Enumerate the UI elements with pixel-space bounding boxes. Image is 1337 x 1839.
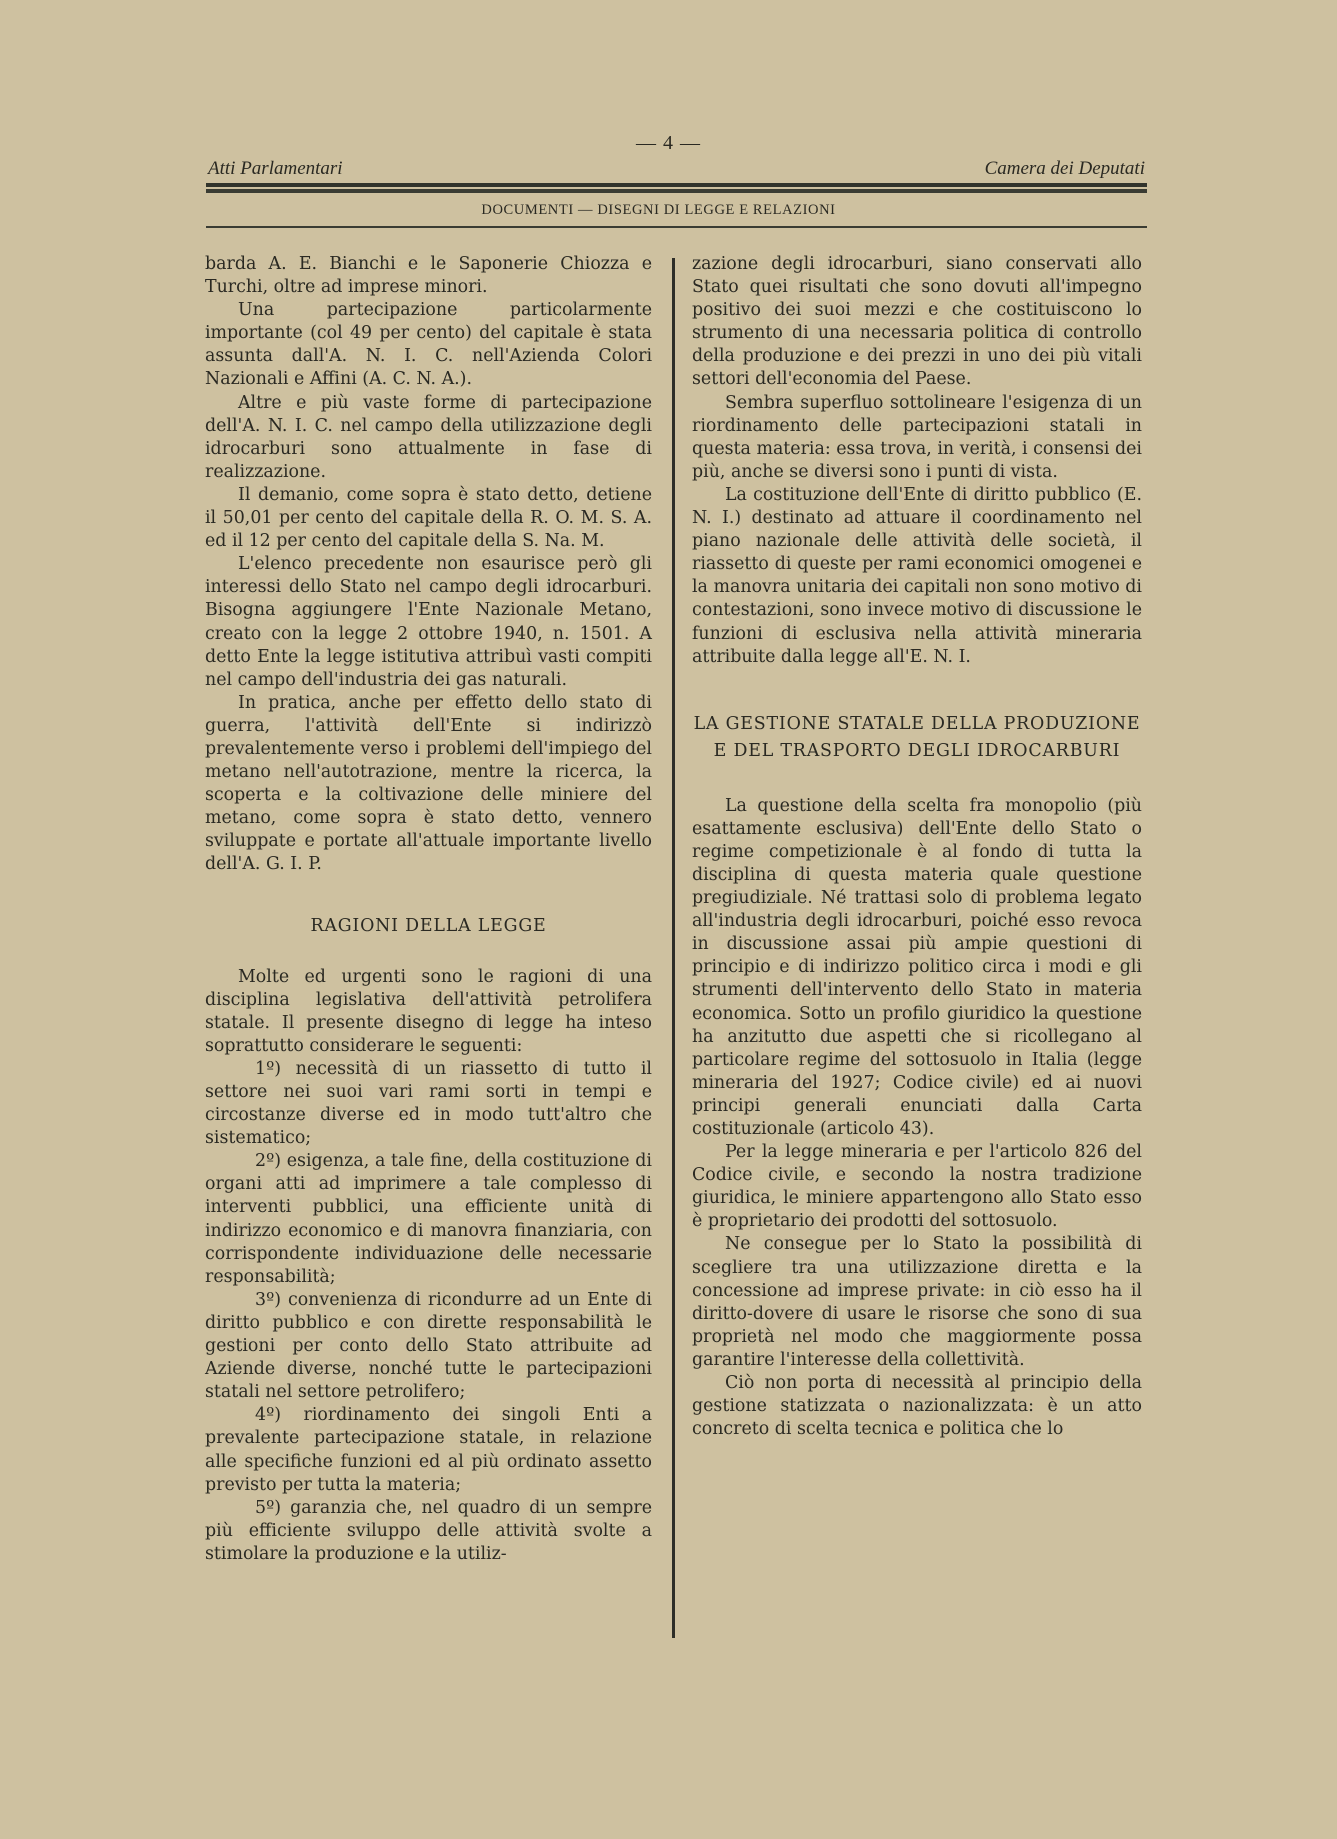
left-column-body-after (205, 966, 652, 1566)
paragraph: 5º) garanzia che, nel quadro di un sempre più efficiente sviluppo delle attività svolte a stimolare la produzione e la utiliz- (205, 1497, 652, 1564)
left-column-body (205, 253, 652, 877)
column-divider (672, 258, 675, 1638)
paragraph: Per la legge mineraria e per l'articolo 826 del Codice civile, e secondo la nostra tradizione giuridica, le miniere appartengono allo Stato esso è proprietario dei prodotti del sottosuolo. (692, 1142, 1142, 1232)
subheader-rule (206, 226, 1147, 228)
section-heading-ragioni: RAGIONI DELLA LEGGE (310, 915, 547, 936)
paragraph: Ne consegue per lo Stato la possibilità di scegliere tra una utilizzazione diretta e la concessione ad imprese private: in ciò esso ha il diritto-dovere di usare le risorse che sono di sua proprietà nel modo che maggiormente possa garantire l'interesse della collettività. (692, 1234, 1142, 1370)
right-column-body (692, 253, 1142, 669)
paragraph: Sembra superfluo sottolineare l'esigenza di un riordinamento delle partecipazioni statali in questa materia: essa trova, in verità, i consensi dei più, anche se diversi sono i punti di vista. (692, 392, 1142, 482)
header-double-rule (206, 183, 1147, 189)
paragraph: 1º) necessità di un riassetto di tutto il settore nei suoi vari rami sorti in tempi e circostanze diverse ed in modo tutt'altro che sistematico; (205, 1058, 652, 1149)
paragraph: Una partecipazione particolarmente importante (col 49 per cento) del capitale è stata assunta dall'A. N. I. C. nell'Azienda Colori Nazionali e Affini (A. C. N. A.). (205, 300, 652, 390)
paragraph: L'elenco precedente non esaurisce però gli interessi dello Stato nel campo degli idrocarburi. Bisogna aggiungere l'Ente Nazionale Metano, creato con la legge 2 ottobre 1940, n. 1501. A detto Ente la legge istitutiva attribuì vasti compiti nel campo dell'industria dei gas naturali. (205, 554, 652, 690)
left-column (205, 253, 652, 1566)
paragraph: Ciò non porta di necessità al principio della gestione statizzata o nazionalizzata: è un atto concreto di scelta tecnica e politica che lo (692, 1373, 1142, 1440)
paragraph: 4º) riordinamento dei singoli Enti a prevalente partecipazione statale, in relazione alle specifiche funzioni ed al più ordinato assetto previsto per tutta la materia; (205, 1405, 652, 1495)
page-number: — 4 — (636, 132, 701, 154)
right-column (692, 253, 1142, 1441)
paragraph: In pratica, anche per effetto dello stato di guerra, l'attività dell'Ente si indirizzò prevalentemente verso i problemi dell'impiego del metano nell'autotrazione, mentre la ricerca, la scoperta e la coltivazione delle miniere del metano, come sopra è stato detto, vennero sviluppate e portate all'attuale importante livello dell'A. G. I. P. (205, 692, 652, 875)
section-heading-gestione-statale: LA GESTIONE STATALE DELLA PRODUZIONE E DEL TRASPORTO DEGLI IDROCARBURI (693, 713, 1141, 761)
header-right-title: Camera dei Deputati (984, 158, 1145, 179)
paragraph: zazione degli idrocarburi, siano conservati allo Stato quei risultati che sono dovuti all'impegno positivo dei suoi mezzi e che costituiscono lo strumento di una necessaria politica di controllo della produzione e dei prezzi in uno dei più vitali settori dell'economia del Paese. (692, 254, 1142, 390)
paragraph: La questione della scelta fra monopolio (più esattamente esclusiva) dell'Ente dello Stato o regime competizionale è al fondo di tutta la disciplina di questa materia quale questione pregiudiziale. Né trattasi solo di problema legato all'industria degli idrocarburi, poiché esso revoca in discussione assai più ampie questioni di principio e di indirizzo politico circa i modi e gli strumenti dell'intervento dello Stato in materia economica. Sotto un profilo giuridico la questione ha anzitutto due aspetti che si ricollegano al particolare regime del sottosuolo in Italia (legge mineraria del 1927; Codice civile) ed ai nuovi principi generali enunciati dalla Carta costituzionale (articolo 43). (692, 795, 1142, 1139)
paragraph: Altre e più vaste forme di partecipazione dell'A. N. I. C. nel campo della utilizzazione degli idrocarburi sono attualmente in fase di realizzazione. (205, 392, 652, 482)
paragraph: Il demanio, come sopra è stato detto, detiene il 50,01 per cento del capitale della R. O. M. S. A. ed il 12 per cento del capitale della S. Na. M. (205, 484, 652, 552)
paragraph: barda A. E. Bianchi e le Saponerie Chiozza e Turchi, oltre ad imprese minori. (205, 254, 652, 298)
paragraph: La costituzione dell'Ente di diritto pubblico (E. N. I.) destinato ad attuare il coordinamento nel piano nazionale delle attività delle società, il riassetto di queste per rami economici omogenei e la manovra unitaria dei capitali non sono motivo di contestazioni, sono invece motivo di discussione le funzioni di esclusiva nella attività mineraria attribuite dalla legge all'E. N. I. (692, 484, 1142, 667)
section-subheader: DOCUMENTI — DISEGNI DI LEGGE E RELAZIONI (481, 202, 836, 218)
paragraph: 2º) esigenza, a tale fine, della costituzione di organi atti ad imprimere a tale complesso di interventi pubblici, una efficiente unità di indirizzo economico e di manovra finanziaria, con corrispondente individuazione delle necessarie responsabilità; (205, 1151, 652, 1287)
paragraph: Molte ed urgenti sono le ragioni di una disciplina legislativa dell'attività petrolifera statale. Il presente disegno di legge ha inteso soprattutto considerare le seguenti: (205, 966, 652, 1056)
right-column-body-after (692, 795, 1142, 1442)
paragraph: 3º) convenienza di ricondurre ad un Ente di diritto pubblico e con dirette responsabilità le gestioni per conto dello Stato attribuite ad Aziende diverse, nonché tutte le partecipazioni statali nel settore petrolifero; (205, 1289, 652, 1403)
header-left-title: Atti Parlamentari (208, 158, 343, 179)
